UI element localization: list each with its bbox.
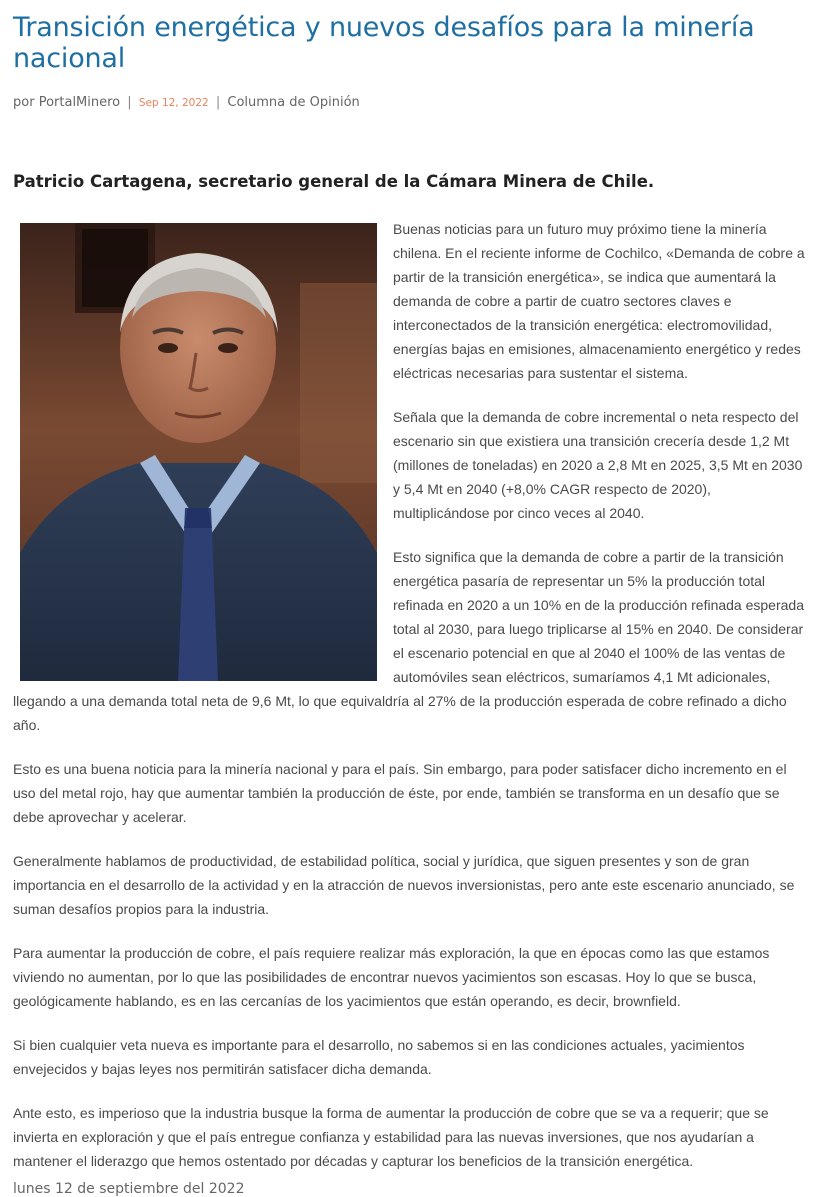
article-subtitle: Patricio Cartagena, secretario general de la Cámara Minera de Chile. [13,172,655,191]
article [13,0,805,1197]
author-portrait-image [20,223,377,681]
article-title: Transición energética y nuevos desafíos para la minería nacional [13,12,755,74]
article-body [13,217,805,1197]
article-meta [13,95,805,111]
article-paragraph: Generalmente hablamos de productividad, de estabilidad política, social y jurídica, que siguen presentes y son de gran importancia en el desarrollo de la actividad y en la atracción de nuevos inversionistas, pero ante este escenario anunciado, se suman desafíos propios para la industria. [13,853,795,917]
meta-prefix: por [13,95,35,110]
meta-separator: | [127,95,132,110]
article-paragraph: Para aumentar la producción de cobre, el país requiere realizar más exploración, la que en épocas como las que estamos viviendo no aumentan, por lo que las posibilidades de encontrar nuevos yacimientos son escasas. Hoy lo que se busca, geológicamente hablando, es en las cercanías de los yacimientos que están operando, es decir, brownfield. [13,945,770,1009]
publish-date: Sep 12, 2022 [138,97,209,109]
author-link[interactable]: PortalMinero [38,95,121,110]
article-paragraph: Esto significa que la demanda de cobre a partir de la transición energética pasaría de representar un 5% la producción total refinada en 2020 a un 10% en de la producción refinada esperada total al 2030, para luego triplicarse al 15% en 2040. De considerar el escenario potencial en que al 2040 el 100% de las ventas de automóviles sean eléctricos, sumaríamos 4,1 Mt adicionales, llegando a una demanda total neta de 9,6 Mt, lo que equivaldría al 27% de la producción esperada de cobre refinado a dicho año. [13,549,804,733]
article-paragraph: Esto es una buena noticia para la minería nacional y para el país. Sin embargo, para poder satisfacer dicho incremento en el uso del metal rojo, hay que aumentar también la producción de éste, por ende, también se transforma en un desafío que se debe aprovechar y acelerar. [13,761,787,825]
category-link[interactable]: Columna de Opinión [227,95,360,110]
meta-separator: | [215,95,221,110]
article-paragraph: Si bien cualquier veta nueva es importante para el desarrollo, no sabemos si en las condiciones actuales, yacimientos envejecidos y bajas leyes nos permitirán satisfacer dicha demanda. [13,1037,745,1077]
article-paragraph: Ante esto, es imperioso que la industria busque la forma de aumentar la producción de cobre que se va a requerir; que se invierta en exploración y que el país entregue confianza y estabilidad para las nuevas inversiones, que nos ayudarían a mantener el liderazgo que hemos ostentado por décadas y capturar los beneficios de la transición energética. [13,1105,769,1169]
article-paragraph: Señala que la demanda de cobre incremental o neta respecto del escenario sin que existiera una transición crecería desde 1,2 Mt (millones de toneladas) en 2020 a 2,8 Mt en 2025, 3,5 Mt en 2030 y 5,4 Mt en 2040 (+8,0% CAGR respecto de 2020), multiplicándose por cinco veces al 2040. [393,409,803,521]
footer-date: lunes 12 de septiembre del 2022 [13,1181,245,1197]
article-paragraph: Buenas noticias para un futuro muy próximo tiene la minería chilena. En el reciente informe de Cochilco, «Demanda de cobre a partir de la transición energética», se indica que aumentará la demanda de cobre a partir de cuatro sectores claves e interconectados de la transición energética: electromovilidad, energías bajas en emisiones, almacenamiento energético y redes eléctricas necesarias para sustentar el sistema. [393,221,805,381]
